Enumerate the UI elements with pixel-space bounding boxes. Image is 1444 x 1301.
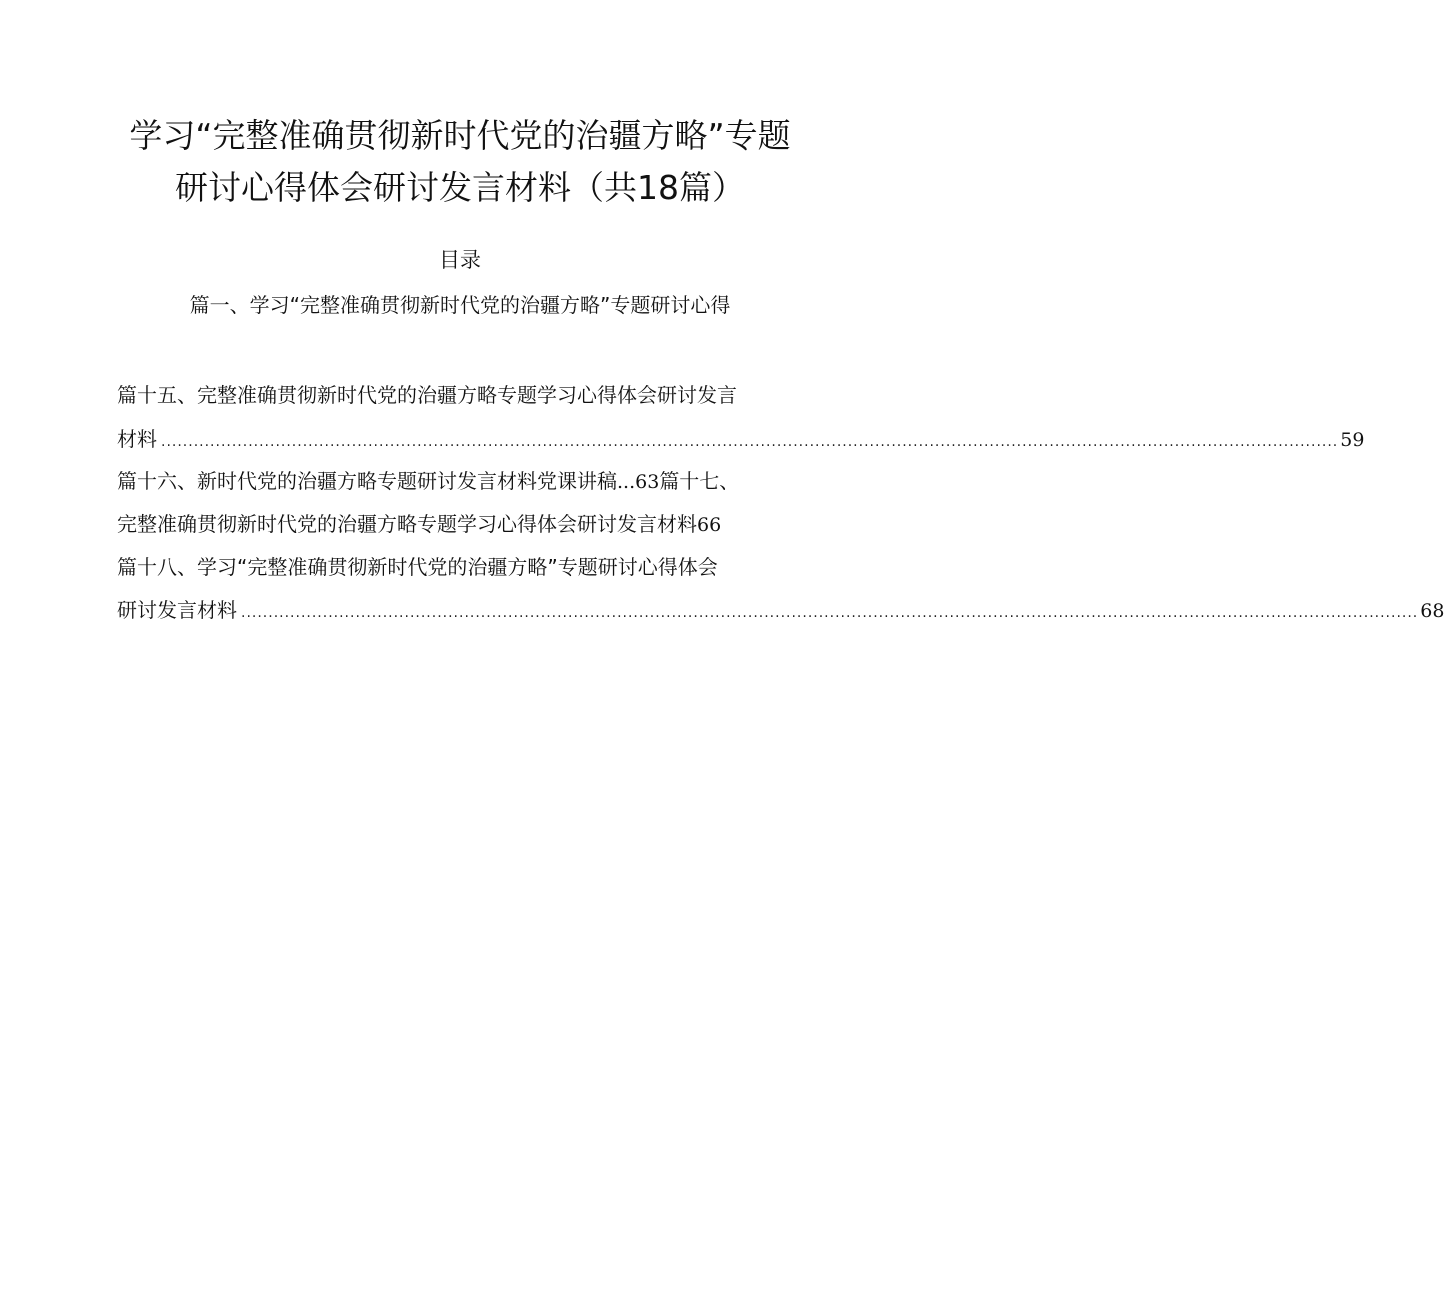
- toc-entry-1[interactable]: 篇一、学习“完整准确贯彻新时代党的治疆方略”专题研讨心得: [189, 293, 731, 317]
- document-title-line-1: 学习“完整准确贯彻新时代党的治疆方略”专题: [129, 116, 791, 155]
- toc-entry-18-text-cont: 研讨发言材料: [117, 598, 237, 622]
- toc-entry-15-line-2[interactable]: [117, 422, 1365, 459]
- toc-entry-16-text: 篇十六、新时代党的治疆方略专题研讨发言材料党课讲稿: [117, 469, 617, 493]
- toc-entry-18-page: 68: [1420, 600, 1444, 622]
- dot-leader: ........................................................................................................................................................................................................................: [161, 434, 1339, 450]
- document-title-line-2: 研讨心得体会研讨发言材料（共18篇）: [175, 168, 745, 207]
- toc-entry-17-page: 66: [697, 514, 722, 536]
- toc-entry-16-dots: ...: [617, 471, 636, 493]
- toc-entry-17-text: 完整准确贯彻新时代党的治疆方略专题学习心得体会研讨发言材料: [117, 512, 697, 536]
- toc-entry-15-line-1[interactable]: [117, 378, 829, 412]
- toc-heading: 目录: [439, 248, 481, 272]
- toc-entry-18-line-1[interactable]: [117, 550, 829, 584]
- toc-entry-18-line-2[interactable]: [117, 593, 1444, 630]
- toc-entry-15-text: 篇十五、完整准确贯彻新时代党的治疆方略专题学习心得体会研讨发言: [117, 383, 737, 407]
- dot-leader: ........................................................................................................................................................................................................................: [241, 605, 1419, 621]
- toc-entry-15-text-cont: 材料: [117, 427, 157, 451]
- toc-entry-16[interactable]: [117, 464, 829, 499]
- toc-entry-18-text: 篇十八、学习“完整准确贯彻新时代党的治疆方略”专题研讨心得体会: [117, 555, 718, 579]
- toc-entry-16-page: 63: [635, 471, 660, 493]
- toc-entry-15-page: 59: [1340, 429, 1365, 451]
- toc-entry-17-prefix: 篇十七、: [659, 469, 740, 493]
- toc-entry-17[interactable]: [117, 507, 829, 542]
